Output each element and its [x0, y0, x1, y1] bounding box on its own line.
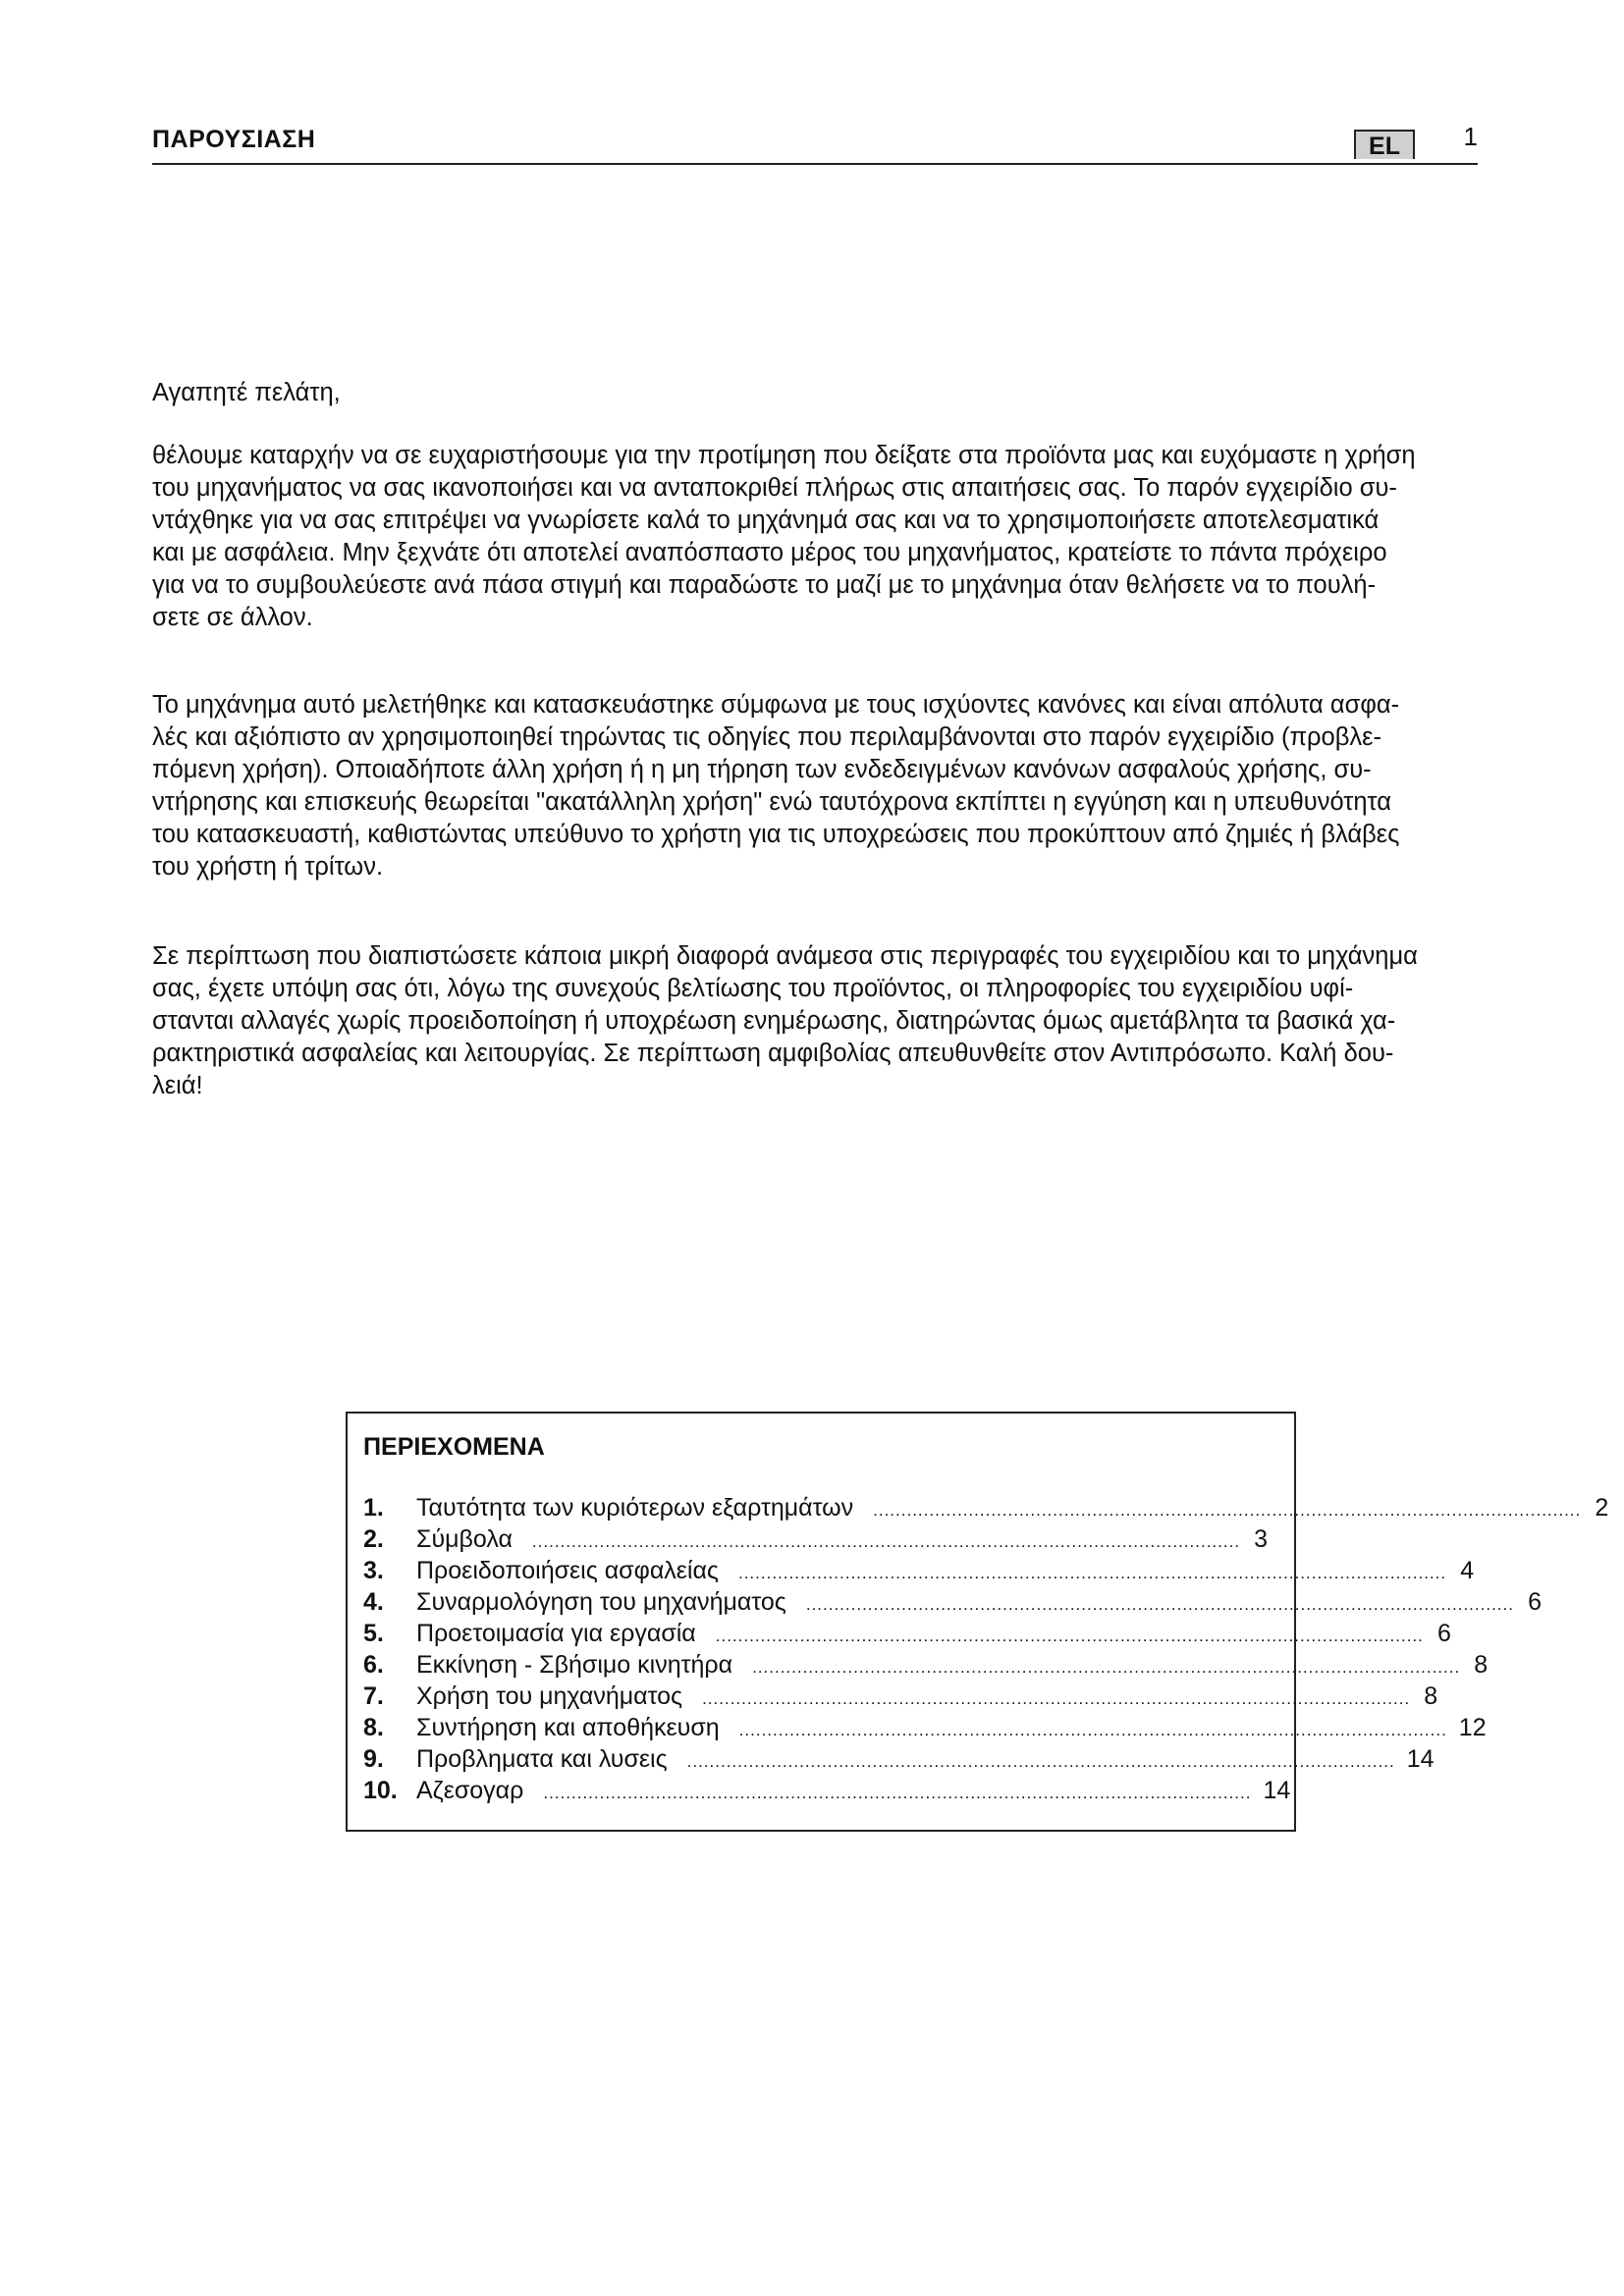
toc-page: 12: [1458, 1714, 1487, 1741]
toc-page: 3: [1254, 1525, 1269, 1553]
toc-page: 6: [1436, 1620, 1451, 1647]
toc-number: 2.: [363, 1525, 384, 1553]
paragraph-line: λές και αξιόπιστο αν χρησιμοποιηθεί τηρώντας τις οδηγίες που περιλαμβάνονται στο παρόν εγχειρίδιο (προβλε-: [152, 723, 1382, 751]
paragraph-line: Το μηχάνημα αυτό μελετήθηκε και κατασκευάστηκε σύμφωνα με τους ισχύοντες κανόνες και είναι απόλυτα ασφα-: [152, 691, 1400, 719]
paragraph-line: πόμενη χρήση). Οποιαδήποτε άλλη χρήση ή η μη τήρηση των ενδεδειγμένων κανόνων ασφαλούς χρήσης, συ-: [152, 756, 1372, 783]
toc-label: Εκκίνηση - Σβήσιμο κινητήρα: [416, 1651, 733, 1679]
toc-label: Ταυτότητα των κυριότερων εξαρτημάτων: [416, 1494, 854, 1522]
toc-leader: ..............................................................................................................................: [873, 1501, 1582, 1520]
language-badge: EL: [1354, 130, 1415, 159]
paragraph-line: θέλουμε καταρχήν να σε ευχαριστήσουμε για την προτίμηση που δείξατε στα προϊόντα μας και ευχόμαστε η χρήση: [152, 442, 1416, 469]
toc-leader: ..............................................................................................................................: [752, 1658, 1461, 1677]
paragraph-line: για να το συμβουλεύεστε ανά πάσα στιγμή και παραδώστε το μαζί με το μηχάνημα όταν θελήσετε να το πουλή-: [152, 571, 1377, 599]
section-title: ΠΑΡΟΥΣΙΑΣΗ: [152, 126, 316, 153]
toc-leader: ..............................................................................................................................: [531, 1532, 1241, 1551]
toc-number: 3.: [363, 1557, 384, 1584]
toc-leader: ..............................................................................................................................: [805, 1595, 1514, 1614]
toc-entry[interactable]: [363, 1620, 1451, 1651]
toc-number: 9.: [363, 1745, 384, 1773]
changes-paragraph: [152, 940, 1535, 1102]
table-of-contents: [346, 1412, 1609, 1832]
toc-leader: ..............................................................................................................................: [738, 1721, 1447, 1739]
greeting: Αγαπητέ πελάτη,: [152, 379, 341, 406]
toc-title: ΠΕΡΙΕΧΟΜΕΝΑ: [363, 1433, 545, 1461]
paragraph-line: Σε περίπτωση που διαπιστώσετε κάποια μικρή διαφορά ανάμεσα στις περιγραφές του εγχειριδίου και το μηχάνημα: [152, 942, 1418, 970]
toc-leader: ..............................................................................................................................: [737, 1564, 1447, 1582]
paragraph-line: λειά!: [152, 1072, 203, 1099]
toc-label: Χρήση του μηχανήματος: [416, 1682, 683, 1710]
toc-label: Συναρμολόγηση του μηχανήματος: [416, 1588, 786, 1616]
paragraph-line: και με ασφάλεια. Μην ξεχνάτε ότι αποτελεί αναπόσπαστο μέρος του μηχανήματος, κρατείστε το πάντα πρόχειρο: [152, 539, 1387, 566]
toc-entry[interactable]: [363, 1525, 1269, 1557]
intro-paragraph: [152, 440, 1535, 634]
toc-leader: ..............................................................................................................................: [543, 1784, 1252, 1802]
toc-page: 2: [1595, 1494, 1609, 1522]
toc-number: 5.: [363, 1620, 384, 1647]
toc-entry[interactable]: [363, 1745, 1435, 1777]
toc-entry[interactable]: [363, 1714, 1487, 1745]
toc-number: 8.: [363, 1714, 384, 1741]
toc-label: Προειδοποιήσεις ασφαλείας: [416, 1557, 719, 1584]
toc-list: [363, 1494, 1609, 1808]
toc-number: 10.: [363, 1777, 398, 1804]
toc-page: 8: [1424, 1682, 1438, 1710]
paragraph-line: ντάχθηκε για να σας επιτρέψει να γνωρίσετε καλά το μηχάνημά σας και να το χρησιμοποιήσετε αποτελεσματικά: [152, 507, 1380, 534]
toc-label: Συντήρηση και αποθήκευση: [416, 1714, 720, 1741]
paragraph-line: του χρήστη ή τρίτων.: [152, 853, 384, 881]
toc-label: Προβληματα και λυσεις: [416, 1745, 668, 1773]
toc-number: 7.: [363, 1682, 384, 1710]
page-number: 1: [1463, 122, 1478, 151]
paragraph-line: ντήρησης και επισκευής θεωρείται "ακατάλληλη χρήση" ενώ ταυτόχρονα εκπίπτει η εγγύηση και η υπευθυνότητα: [152, 788, 1391, 816]
toc-leader: ..............................................................................................................................: [702, 1689, 1411, 1708]
usage-paragraph: [152, 689, 1535, 883]
paragraph-line: ρακτηριστικά ασφαλείας και λειτουργίας. Σε περίπτωση αμφιβολίας απευθυνθείτε στον Αντιπρόσωπο. Καλή δου-: [152, 1040, 1394, 1067]
toc-page: 4: [1460, 1557, 1475, 1584]
toc-page: 6: [1528, 1588, 1542, 1616]
toc-label: Προετοιμασία για εργασία: [416, 1620, 696, 1647]
toc-page: 8: [1474, 1651, 1489, 1679]
toc-entry[interactable]: [363, 1557, 1475, 1588]
toc-number: 4.: [363, 1588, 384, 1616]
page-header: [152, 124, 1478, 165]
toc-page: 14: [1263, 1777, 1291, 1804]
toc-leader: ..............................................................................................................................: [686, 1752, 1395, 1771]
paragraph-line: στανται αλλαγές χωρίς προειδοποίηση ή υποχρέωση ενημέρωσης, διατηρώντας όμως αμετάβλητα τα βασικά χα-: [152, 1007, 1396, 1035]
toc-entry[interactable]: [363, 1682, 1438, 1714]
toc-entry[interactable]: [363, 1777, 1291, 1808]
toc-entry[interactable]: [363, 1651, 1489, 1682]
paragraph-line: σετε σε άλλον.: [152, 604, 313, 631]
paragraph-line: του μηχανήματος να σας ικανοποιήσει και να ανταποκριθεί πλήρως στις απαιτήσεις σας. Το παρόν εγχειρίδιο συ-: [152, 474, 1397, 502]
toc-label: Σύμβολα: [416, 1525, 513, 1553]
paragraph-line: του κατασκευαστή, καθιστώντας υπεύθυνο το χρήστη για τις υποχρεώσεις που προκύπτουν από ζημιές ή βλάβες: [152, 821, 1400, 848]
toc-entry[interactable]: [363, 1494, 1609, 1525]
toc-label: Αζεσογαρ: [416, 1777, 524, 1804]
toc-number: 6.: [363, 1651, 384, 1679]
toc-entry[interactable]: [363, 1588, 1542, 1620]
toc-leader: ..............................................................................................................................: [715, 1627, 1424, 1645]
toc-number: 1.: [363, 1494, 384, 1522]
paragraph-line: σας, έχετε υπόψη σας ότι, λόγω της συνεχούς βελτίωσης του προϊόντος, οι πληροφορίες του εγχειριδίου υφί-: [152, 975, 1354, 1002]
toc-page: 14: [1406, 1745, 1435, 1773]
